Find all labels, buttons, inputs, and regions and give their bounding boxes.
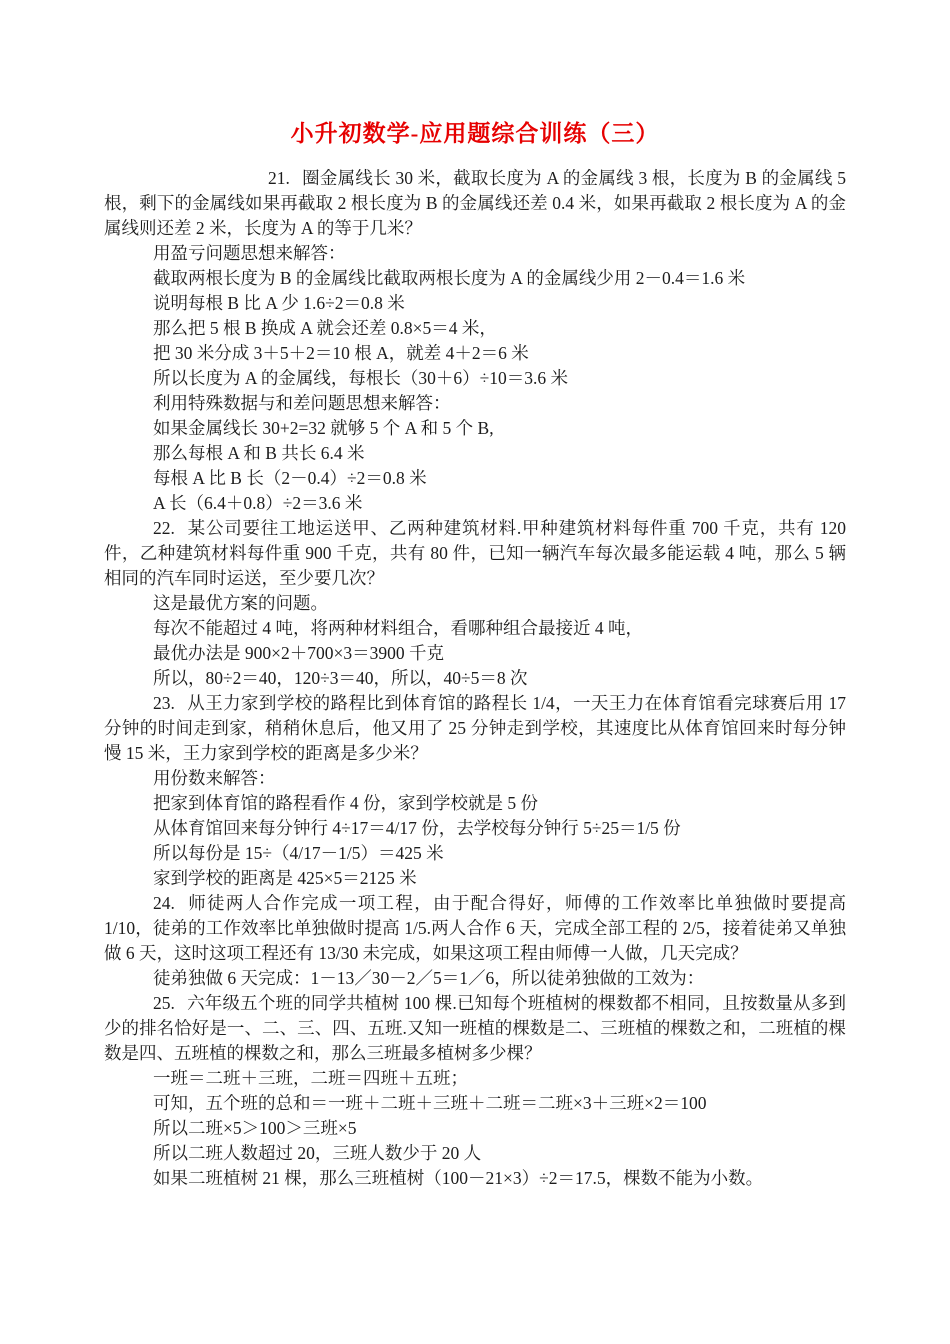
problem-21-solution-line: 如果金属线长 30+2=32 就够 5 个 A 和 5 个 B, — [153, 418, 494, 438]
document-body — [104, 118, 846, 1191]
problem-23-solution-line: 从体育馆回来每分钟行 4÷17＝4/17 份，去学校每分钟行 5÷25＝1/5 份 — [153, 818, 681, 838]
problem-21-solution-line: 那么把 5 根 B 换成 A 就会还差 0.8×5＝4 米， — [153, 318, 497, 338]
problem-23-question — [104, 691, 846, 766]
problem-23-solution-line: 把家到体育馆的路程看作 4 份，家到学校就是 5 份 — [153, 793, 538, 813]
problem-22-solution-line: 所以，80÷2＝40，120÷3＝40，所以，40÷5＝8 次 — [153, 668, 528, 688]
problem-24-question — [104, 891, 846, 966]
problem-23-solution-line: 用份数来解答： — [153, 768, 276, 788]
problem-25-solution-line: 所以二班人数超过 20，三班人数少于 20 人 — [153, 1143, 482, 1163]
problem-23-number: 23. — [153, 693, 175, 713]
problem-25-solution-line: 如果二班植树 21 棵，那么三班植树（100－21×3）÷2＝17.5，棵数不能为小数。 — [153, 1168, 764, 1188]
problem-21-solution-line: 说明每根 B 比 A 少 1.6÷2＝0.8 米 — [153, 293, 405, 313]
problem-21-solution-line: 截取两根长度为 B 的金属线比截取两根长度为 A 的金属线少用 2－0.4＝1.6 米 — [153, 268, 746, 288]
problem-25-question — [104, 991, 846, 1066]
problem-24-solution-line: 徒弟独做 6 天完成：1－13／30－2／5＝1／6，所以徒弟独做的工效为： — [153, 968, 705, 988]
problem-24-question-text: 师徒两人合作完成一项工程，由于配合得好，师傅的工作效率比单独做时要提高 1/10，徒弟的工作效率比单独做时提高 1/5.两人合作 6 天，完成全部工程的 2/5，接着徒弟又单独做 6 天，这时这项工程还有 13/30 未完成，如果这项工程由师傅一人做，几天完成？ — [104, 893, 846, 963]
problem-25-solution-line: 所以二班×5＞100＞三班×5 — [153, 1118, 357, 1138]
problem-21-solution-line: 所以长度为 A 的金属线，每根长（30＋6）÷10＝3.6 米 — [153, 368, 569, 388]
document-title: 小升初数学-应用题综合训练（三） — [290, 121, 660, 146]
problem-23-question-text: 从王力家到学校的路程比到体育馆的路程长 1/4，一天王力在体育馆看完球赛后用 17 分钟的时间走到家，稍稍休息后，他又用了 25 分钟走到学校，其速度比从体育馆回来时每分钟慢 15 米，王力家到学校的距离是多少米？ — [104, 693, 846, 763]
problem-21-number: 21. — [268, 168, 290, 188]
problem-23-solution-line: 所以每份是 15÷（4/17－1/5）＝425 米 — [153, 843, 444, 863]
problem-22-question — [104, 516, 846, 591]
problem-25-solution-line: 可知，五个班的总和＝一班＋二班＋三班＋二班＝二班×3＋三班×2＝100 — [153, 1093, 707, 1113]
problem-21-solution-line: A 长（6.4＋0.8）÷2＝3.6 米 — [153, 493, 363, 513]
problem-22-solution-line: 这是最优方案的问题。 — [153, 593, 328, 613]
problem-23-solution-line: 家到学校的距离是 425×5＝2125 米 — [153, 868, 417, 888]
problem-21-solution-line: 把 30 米分成 3＋5＋2＝10 根 A，就差 4＋2＝6 米 — [153, 343, 529, 363]
problem-25-number: 25. — [153, 993, 175, 1013]
problem-25-solution-line: 一班＝二班＋三班，二班＝四班＋五班； — [153, 1068, 468, 1088]
problem-21-solution-line: 用盈亏问题思想来解答： — [153, 243, 346, 263]
problem-24-number: 24. — [153, 893, 175, 913]
problem-21-question — [104, 166, 846, 241]
problem-22-question-text: 某公司要往工地运送甲、乙两种建筑材料.甲种建筑材料每件重 700 千克，共有 120 件，乙种建筑材料每件重 900 千克，共有 80 件，已知一辆汽车每次最多能运载 4 吨，那么 5 辆相同的汽车同时运送，至少要几次？ — [104, 518, 846, 588]
problem-22-solution-line: 每次不能超过 4 吨，将两种材料组合，看哪种组合最接近 4 吨， — [153, 618, 643, 638]
problem-25-question-text: 六年级五个班的同学共植树 100 棵.已知每个班植树的棵数都不相同，且按数量从多到少的排名恰好是一、二、三、四、五班.又知一班植的棵数是二、三班植的棵数之和，二班植的棵数是四、五班植的棵数之和，那么三班最多植树多少棵？ — [104, 993, 846, 1063]
problem-22-solution-line: 最优办法是 900×2＋700×3＝3900 千克 — [153, 643, 444, 663]
problem-22-number: 22. — [153, 518, 175, 538]
problem-21-question-text: 圈金属线长 30 米，截取长度为 A 的金属线 3 根，长度为 B 的金属线 5 根，剩下的金属线如果再截取 2 根长度为 B 的金属线还差 0.4 米，如果再截取 2 根长度为 A 的金属线则还差 2 米，长度为 A 的等于几米？ — [104, 168, 846, 238]
problem-21-solution-line: 每根 A 比 B 长（2－0.4）÷2＝0.8 米 — [153, 468, 427, 488]
problem-21-solution-line: 利用特殊数据与和差问题思想来解答： — [153, 393, 451, 413]
problem-21-solution-line: 那么每根 A 和 B 共长 6.4 米 — [153, 443, 365, 463]
